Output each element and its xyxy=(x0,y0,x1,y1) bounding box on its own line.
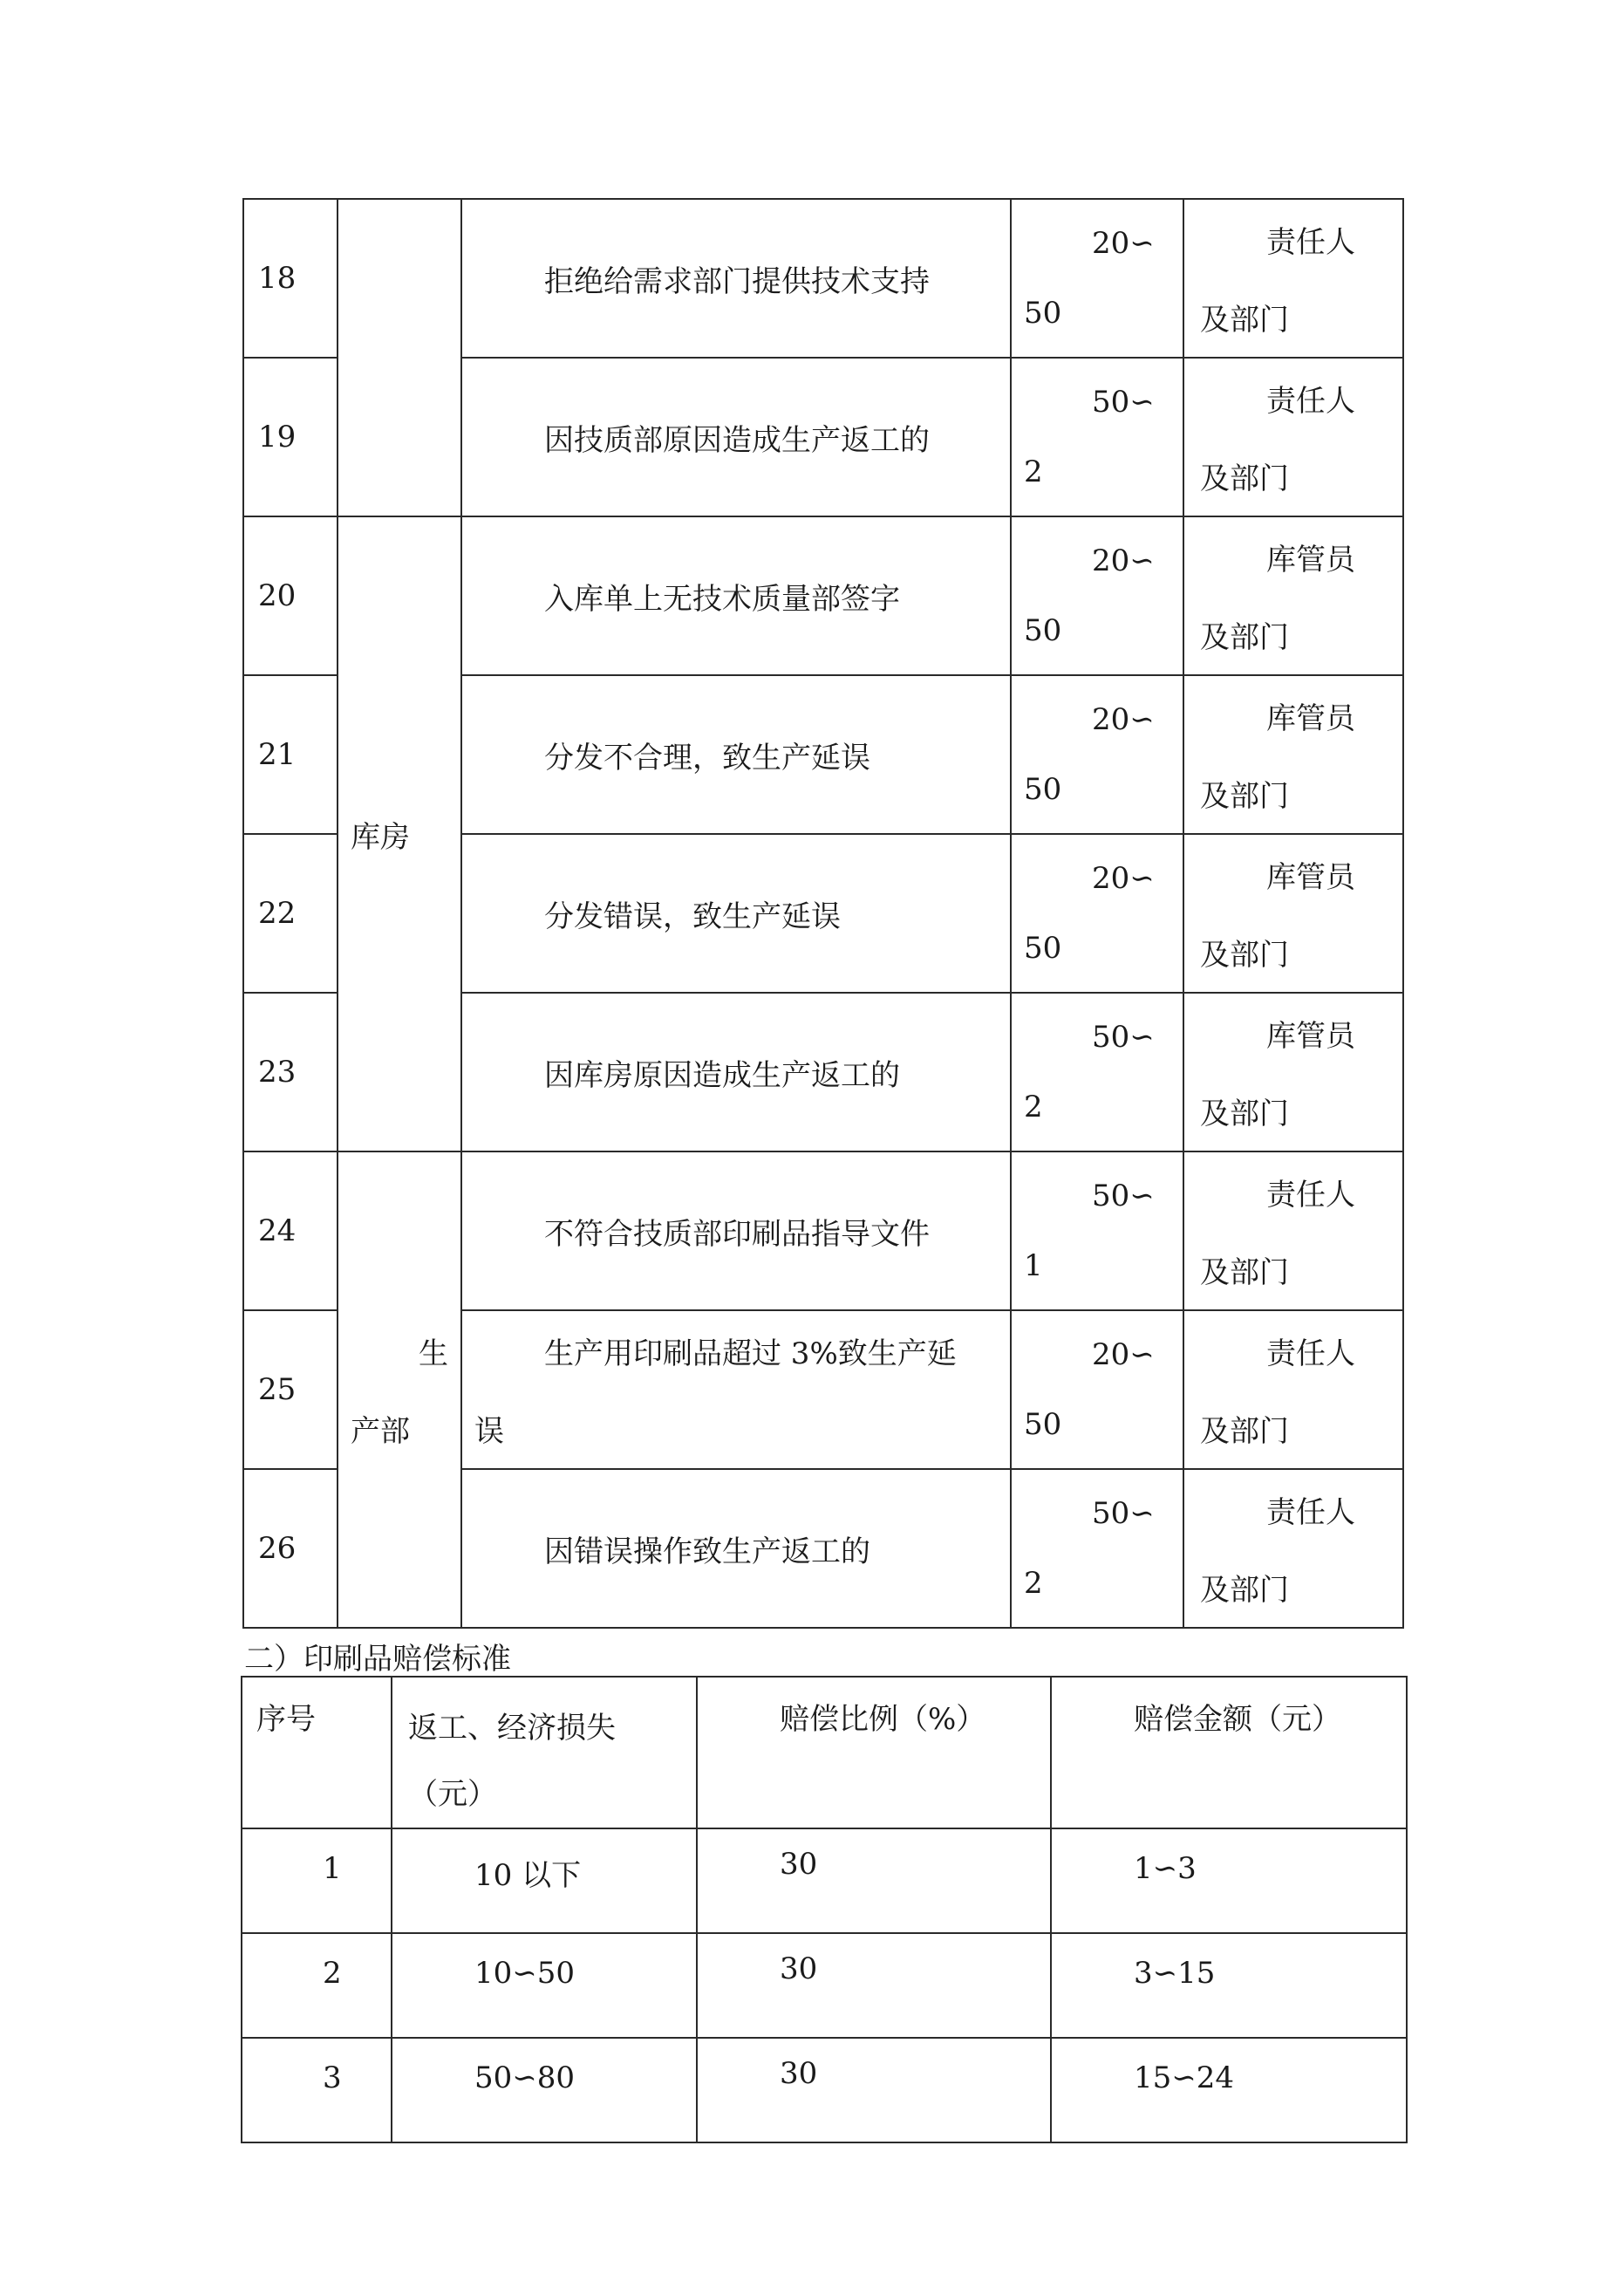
cell-ratio: 30 xyxy=(697,2038,1051,2142)
responsible-line-1: 库管员 xyxy=(1266,1019,1355,1054)
table-row xyxy=(242,1828,1407,1933)
responsible-line-2: 及部门 xyxy=(1200,779,1289,814)
responsible-line-2: 及部门 xyxy=(1200,1255,1289,1290)
penalty-amount xyxy=(1011,1151,1183,1310)
amount-line-1: 20∽ xyxy=(1092,1337,1155,1372)
violation-description: 因技质部原因造成生产返工的 xyxy=(461,358,1011,516)
cell-seq: 3 xyxy=(242,2038,392,2142)
responsible-line-1: 库管员 xyxy=(1266,701,1355,736)
amount-line-1: 50∽ xyxy=(1092,385,1155,420)
department-warehouse: 库房 xyxy=(338,516,461,1151)
responsible-party xyxy=(1183,675,1403,834)
row-index: 23 xyxy=(243,993,338,1151)
amount-line-2: 50 xyxy=(1024,931,1062,966)
amount-line-2: 2 xyxy=(1024,1090,1043,1124)
responsible-line-2: 及部门 xyxy=(1200,303,1289,338)
responsible-line-2: 及部门 xyxy=(1200,938,1289,973)
responsible-line-2: 及部门 xyxy=(1200,620,1289,655)
penalty-amount xyxy=(1011,993,1183,1151)
penalty-amount xyxy=(1011,358,1183,516)
responsible-line-2: 及部门 xyxy=(1200,1573,1289,1608)
violation-description: 分发不合理，致生产延误 xyxy=(461,675,1011,834)
cell-ratio: 30 xyxy=(697,1933,1051,2038)
amount-line-1: 20∽ xyxy=(1092,861,1155,896)
amount-line-2: 2 xyxy=(1024,1566,1043,1601)
table-row xyxy=(243,199,1403,358)
amount-line-2: 50 xyxy=(1024,772,1062,807)
cell-ratio: 30 xyxy=(697,1828,1051,1933)
responsible-party xyxy=(1183,516,1403,675)
table-row xyxy=(243,516,1403,675)
amount-line-1: 20∽ xyxy=(1092,543,1155,578)
responsible-party xyxy=(1183,199,1403,358)
amount-line-2: 50 xyxy=(1024,296,1062,331)
responsible-line-2: 及部门 xyxy=(1200,1414,1289,1449)
penalty-amount xyxy=(1011,1469,1183,1628)
amount-line-1: 50∽ xyxy=(1092,1179,1155,1213)
responsible-party xyxy=(1183,358,1403,516)
row-index: 24 xyxy=(243,1151,338,1310)
row-index: 18 xyxy=(243,199,338,358)
amount-line-2: 2 xyxy=(1024,454,1043,489)
amount-line-2: 50 xyxy=(1024,1407,1062,1442)
amount-line-1: 20∽ xyxy=(1092,226,1155,261)
cell-amount: 1∽3 xyxy=(1051,1828,1407,1933)
row-index: 20 xyxy=(243,516,338,675)
row-index: 26 xyxy=(243,1469,338,1628)
responsible-party xyxy=(1183,993,1403,1151)
responsible-party xyxy=(1183,1310,1403,1469)
penalty-amount xyxy=(1011,834,1183,993)
header-loss-line-1: 返工、经济损失 xyxy=(408,1711,616,1746)
header-amount: 赔偿金额（元） xyxy=(1051,1677,1407,1828)
responsible-line-2: 及部门 xyxy=(1200,1097,1289,1131)
header-loss-line-2: （元） xyxy=(408,1777,497,1812)
penalty-table xyxy=(242,198,1404,1629)
penalty-amount xyxy=(1011,675,1183,834)
responsible-line-2: 及部门 xyxy=(1200,461,1289,496)
violation-description: 拒绝给需求部门提供技术支持 xyxy=(461,199,1011,358)
amount-line-2: 1 xyxy=(1024,1248,1043,1283)
department-cell xyxy=(338,199,461,516)
cell-loss: 10 以下 xyxy=(392,1828,697,1933)
compensation-table xyxy=(241,1676,1408,2143)
cell-loss: 10∽50 xyxy=(392,1933,697,2038)
responsible-line-1: 库管员 xyxy=(1266,860,1355,895)
violation-description: 入库单上无技术质量部签字 xyxy=(461,516,1011,675)
violation-description: 分发错误，致生产延误 xyxy=(461,834,1011,993)
department-production xyxy=(338,1151,461,1628)
violation-description: 因库房原因造成生产返工的 xyxy=(461,993,1011,1151)
header-seq: 序号 xyxy=(242,1677,392,1828)
department-line-1: 生 xyxy=(419,1336,448,1371)
row-index: 25 xyxy=(243,1310,338,1469)
responsible-party xyxy=(1183,834,1403,993)
penalty-amount xyxy=(1011,1310,1183,1469)
amount-line-2: 50 xyxy=(1024,613,1062,648)
responsible-line-1: 库管员 xyxy=(1266,543,1355,577)
row-index: 21 xyxy=(243,675,338,834)
violation-description xyxy=(461,1310,1011,1469)
header-ratio: 赔偿比例（%） xyxy=(697,1677,1051,1828)
cell-seq: 2 xyxy=(242,1933,392,2038)
responsible-line-1: 责任人 xyxy=(1266,1178,1355,1213)
header-loss xyxy=(392,1677,697,1828)
table-row xyxy=(242,2038,1407,2142)
cell-loss: 50∽80 xyxy=(392,2038,697,2142)
responsible-party xyxy=(1183,1469,1403,1628)
cell-amount: 3∽15 xyxy=(1051,1933,1407,2038)
table-row xyxy=(243,1151,1403,1310)
penalty-amount xyxy=(1011,199,1183,358)
cell-seq: 1 xyxy=(242,1828,392,1933)
row-index: 19 xyxy=(243,358,338,516)
cell-amount: 15∽24 xyxy=(1051,2038,1407,2142)
responsible-party xyxy=(1183,1151,1403,1310)
amount-line-1: 50∽ xyxy=(1092,1496,1155,1531)
table-header-row xyxy=(242,1677,1407,1828)
section-title: 二）印刷品赔偿标准 xyxy=(244,1642,511,1677)
description-line-2: 误 xyxy=(474,1414,504,1449)
violation-description: 不符合技质部印刷品指导文件 xyxy=(461,1151,1011,1310)
department-line-2: 产部 xyxy=(351,1414,410,1449)
responsible-line-1: 责任人 xyxy=(1266,384,1355,419)
responsible-line-1: 责任人 xyxy=(1266,1336,1355,1371)
responsible-line-1: 责任人 xyxy=(1266,1495,1355,1530)
violation-description: 因错误操作致生产返工的 xyxy=(461,1469,1011,1628)
responsible-line-1: 责任人 xyxy=(1266,225,1355,260)
table-row xyxy=(242,1933,1407,2038)
description-line-1: 生产用印刷品超过 3%致生产延 xyxy=(544,1336,957,1371)
amount-line-1: 50∽ xyxy=(1092,1020,1155,1055)
amount-line-1: 20∽ xyxy=(1092,702,1155,737)
row-index: 22 xyxy=(243,834,338,993)
penalty-amount xyxy=(1011,516,1183,675)
